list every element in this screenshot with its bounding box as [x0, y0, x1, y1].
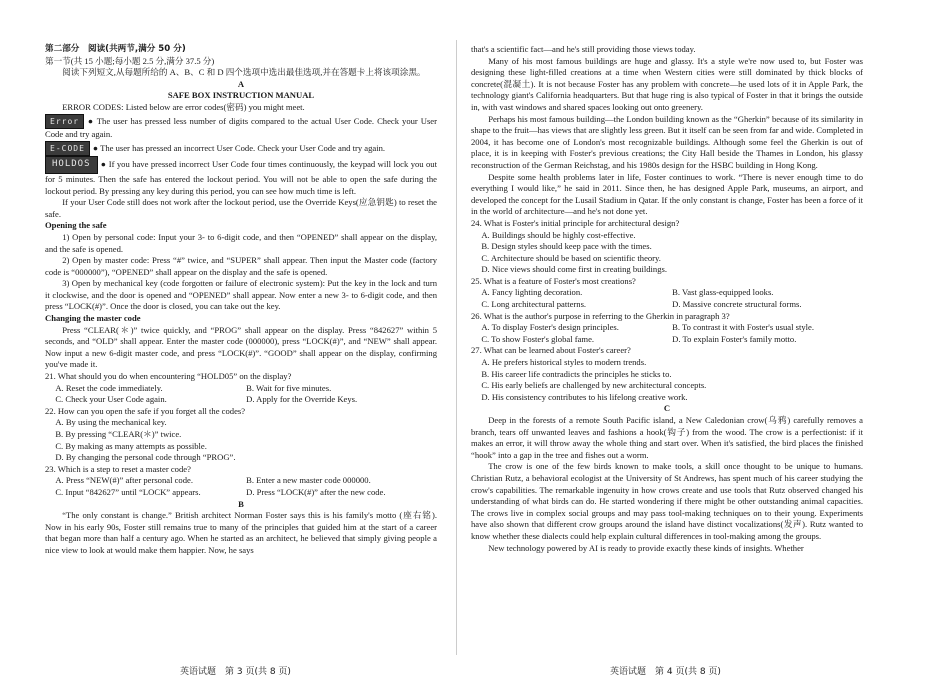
option: B. Enter a new master code 000000.: [246, 475, 371, 486]
options-row: [45, 487, 437, 499]
column-divider: [456, 40, 457, 655]
option: C. His early beliefs are challenged by new architectural concepts.: [481, 380, 707, 391]
section-subtitle: 第一节(共 15 小题;每小题 2.5 分,满分 37.5 分): [45, 55, 215, 66]
passage-c-paragraph: Deep in the forests of a remote South Pacific island, a New Caledonian crow(乌鸦) carefully removes a branch, tears off unwanted leaves and fashions a hook(钩子) from the wood. The crow is a perfectionist: if it makes an error, it will throw away the whole thing and start over. When it's satisfied, the bird places the finished “hook” into a gap in the tree and fishes out a worm.: [471, 415, 863, 460]
passage-c-letter: C: [663, 403, 671, 414]
question-26: 26. What is the author's purpose in referring to the Gherkin in paragraph 3?: [471, 310, 730, 321]
passage-b-paragraph: Many of his most famous buildings are huge and glassy. It's a style we're now used to, but Foster was designing these light-filled creations at a time when Western cities were still dominated by thick blocks of concrete(混凝土). It is not because Foster has any problem with concrete—he used lots of it in Apple Park, the technology giant's California headquarters. But that huge ring is also typical of Foster in that it brings the outside in, with vast windows and shared spaces looking out onto greenery.: [471, 55, 863, 112]
option: B. Vast glass-equipped looks.: [672, 287, 774, 298]
instructions: 阅读下列短文,从每题所给的 A、B、C 和 D 四个选项中选出最佳选项,并在答题卡上将该项涂黑。: [62, 67, 426, 78]
options-row: [471, 299, 863, 311]
page-footer-right: 英语试题 第 4 页(共 8 页): [610, 667, 721, 677]
changing-heading: Changing the master code: [45, 313, 141, 324]
option: B. To contrast it with Foster's usual style.: [672, 322, 815, 333]
option: B. By pressing “CLEAR(＊)” twice.: [55, 429, 182, 439]
passage-a-letter: A: [237, 78, 245, 89]
error-code-image: HOLDOS: [45, 156, 98, 174]
option: D. Massive concrete structural forms.: [672, 299, 802, 310]
option: A. By using the mechanical key.: [55, 417, 167, 428]
override-text: If your User Code still does not work after the lockout period, use the Override Keys(应急钥匙) to reset the safe.: [45, 197, 437, 219]
error-code-item: [45, 114, 437, 141]
opening-step: 3) Open by mechanical key (code forgotten or failure of electronic system): Put the key in the lock and turn it clockwise, and the door is opened and “OPENED” shall appear. Now enter a new 3- to 6-digit code, and then press “LOCK(#)”. Once the door is closed, you can take out the key.: [45, 278, 437, 312]
options-row: [471, 287, 863, 299]
options-row: [471, 334, 863, 346]
option: A. Press “NEW(#)” after personal code.: [55, 475, 193, 486]
option: B. His career life contradicts the principles he sticks to.: [481, 368, 672, 379]
error-code-text: ● The user has pressed less number of digits compared to the actual User Code. Check your User Code and try again.: [45, 115, 437, 140]
opening-step: 2) Open by master code: Press “#” twice, and “SUPER” shall appear. Then input the Master code (factory code is “000000”), “OPENED” shall appear on the display and the safe is opened.: [45, 255, 437, 277]
option: D. Nice views should come first in creating buildings.: [481, 264, 667, 275]
passage-c-paragraph: New technology powered by AI is ready to provide exactly these kinds of insights. Whether: [488, 542, 804, 553]
error-code-image: E-CODE: [45, 141, 90, 157]
changing-text: Press “CLEAR(＊)” twice quickly, and “PROG” shall appear on the display. Press “842627” within 5 seconds, and “OLD” shall appear. Enter the master code (000000), press “LOCK(#)”, and “NEW” shall appear. Now input a new 6-digit master code, and press “LOCK(#)”. “GOOD” shall appear on the display, confirming you've made it.: [45, 324, 437, 370]
option: C. Input “842627” until “LOCK” appears.: [55, 486, 201, 497]
question-25: 25. What is a feature of Foster's most creations?: [471, 275, 636, 286]
page-footer-left: 英语试题 第 3 页(共 8 页): [180, 667, 291, 677]
option: A. To display Foster's design principles.: [481, 322, 619, 333]
passage-c-paragraph: The crow is one of the few birds known to make tools, a skill once thought to be unique to humans. Christian Rutz, a behavioral ecologist at the University of St Andrews, has spent much of his career studying the crow's capabilities. The remarkable ingenuity in how crows create and use tools that Rutz observed changed his understanding of what birds can do. He started wondering if there might be other outstanding animal capacities. The crows live in complex social groups and may pass tool-making techniques on to their young. Experiments have also shown that different crow groups around the island have distinct vocalizations(发声). Rutz wanted to know whether these dialects could help explain cultural differences in tool-making among the groups.: [471, 461, 863, 541]
passage-b-paragraph: that's a scientific fact—and he's still providing those views today.: [471, 44, 696, 54]
options-row: [45, 394, 437, 406]
error-code-text: ● If you have pressed incorrect User Code four times continuously, the keypad will lock you out for 5 minutes. Then the safe has entered the lockout period. You will not be able to open the safe during the lockout period. By pressing any key during this period, you can see how much time is left.: [45, 159, 437, 196]
option: C. By making as many attempts as possible.: [55, 440, 207, 451]
error-code-item: [45, 156, 437, 197]
passage-b-paragraph: “The only constant is change.” British architect Norman Foster says this is his family's motto (座右铭). Now in his early 90s, Foster still remains true to many of the principles that guided him at the start of a career that began more than half a century ago. When he started as an architect, he believed that simply giving people a nice view to look at would make them happier. Now, he says: [45, 510, 437, 555]
question-23: 23. Which is a step to reset a master code?: [45, 463, 191, 474]
passage-b-paragraph: Despite some health problems later in life, Foster continues to work. “There is never enough time to do everything I would like,” he said in 2011. Since then, he has designed Apple Park, museums, an airport, and developed the concept for the Lusail Stadium in Qatar. If the only constant is change, Foster has been a force of it in the world of architecture—and he's not done yet.: [471, 171, 863, 217]
option: D. His consistency contributes to his lifelong creative work.: [481, 391, 688, 402]
option: A. Reset the code immediately.: [55, 382, 163, 393]
option: A. He prefers historical styles to modern trends.: [481, 357, 647, 368]
passage-b-paragraph: Perhaps his most famous building—the London building known as the “Gherkin” because of its similarity in shape to the fruit—has views that are slightly less green. But it itself can be seen from far and wide. Completed in 2004, it has become one of London's most recognizable buildings. Although some feel the Gherkin is out of place, it is in keeping with Foster's previous creations; the City Hall beside the Thames in London, his glassy reconstruction of the German Reichstag, and his 1980s design for the HSBC building in Hong Kong.: [471, 113, 863, 170]
error-code-text: ● The user has pressed an incorrect User Code. Check your User Code and try again.: [92, 142, 386, 153]
opening-heading: Opening the safe: [45, 220, 107, 231]
right-column: [471, 44, 863, 554]
option: D. To explain Foster's family motto.: [672, 333, 797, 344]
option: C. To show Foster's global fame.: [481, 333, 595, 344]
passage-b-letter: B: [238, 498, 244, 509]
left-column: [45, 44, 437, 557]
question-21: 21. What should you do when encountering “HOLD05” on the display?: [45, 371, 292, 382]
option: D. Press “LOCK(#)” after the new code.: [246, 486, 386, 497]
option: B. Design styles should keep pace with the times.: [481, 241, 652, 252]
passage-a-title: SAFE BOX INSTRUCTION MANUAL: [167, 90, 315, 101]
error-intro: ERROR CODES: Listed below are error codes(密码) you might meet.: [62, 101, 305, 112]
question-22: 22. How can you open the safe if you forget all the codes?: [45, 405, 246, 416]
error-code-item: [45, 141, 437, 157]
question-24: 24. What is Foster's initial principle for architectural design?: [471, 217, 680, 228]
option: C. Check your User Code again.: [55, 394, 167, 405]
option: B. Wait for five minutes.: [246, 382, 332, 393]
options-row: [45, 383, 437, 395]
options-row: [45, 475, 437, 487]
option: A. Buildings should be highly cost-effective.: [481, 229, 636, 240]
section-title: 第二部分 阅读(共两节,满分 50 分): [45, 44, 186, 54]
option: D. By changing the personal code through “PROG”.: [55, 452, 236, 463]
option: C. Architecture should be based on scientific theory.: [481, 252, 661, 263]
option: C. Long architectural patterns.: [481, 299, 587, 310]
option: D. Apply for the Override Keys.: [246, 394, 358, 405]
error-code-image: Error: [45, 114, 84, 130]
question-27: 27. What can be learned about Foster's career?: [471, 345, 631, 356]
options-row: [471, 322, 863, 334]
opening-step: 1) Open by personal code: Input your 3- to 6-digit code, and then “OPENED” shall appear on the display, and the safe is opened.: [45, 231, 437, 254]
option: A. Fancy lighting decoration.: [481, 287, 583, 298]
